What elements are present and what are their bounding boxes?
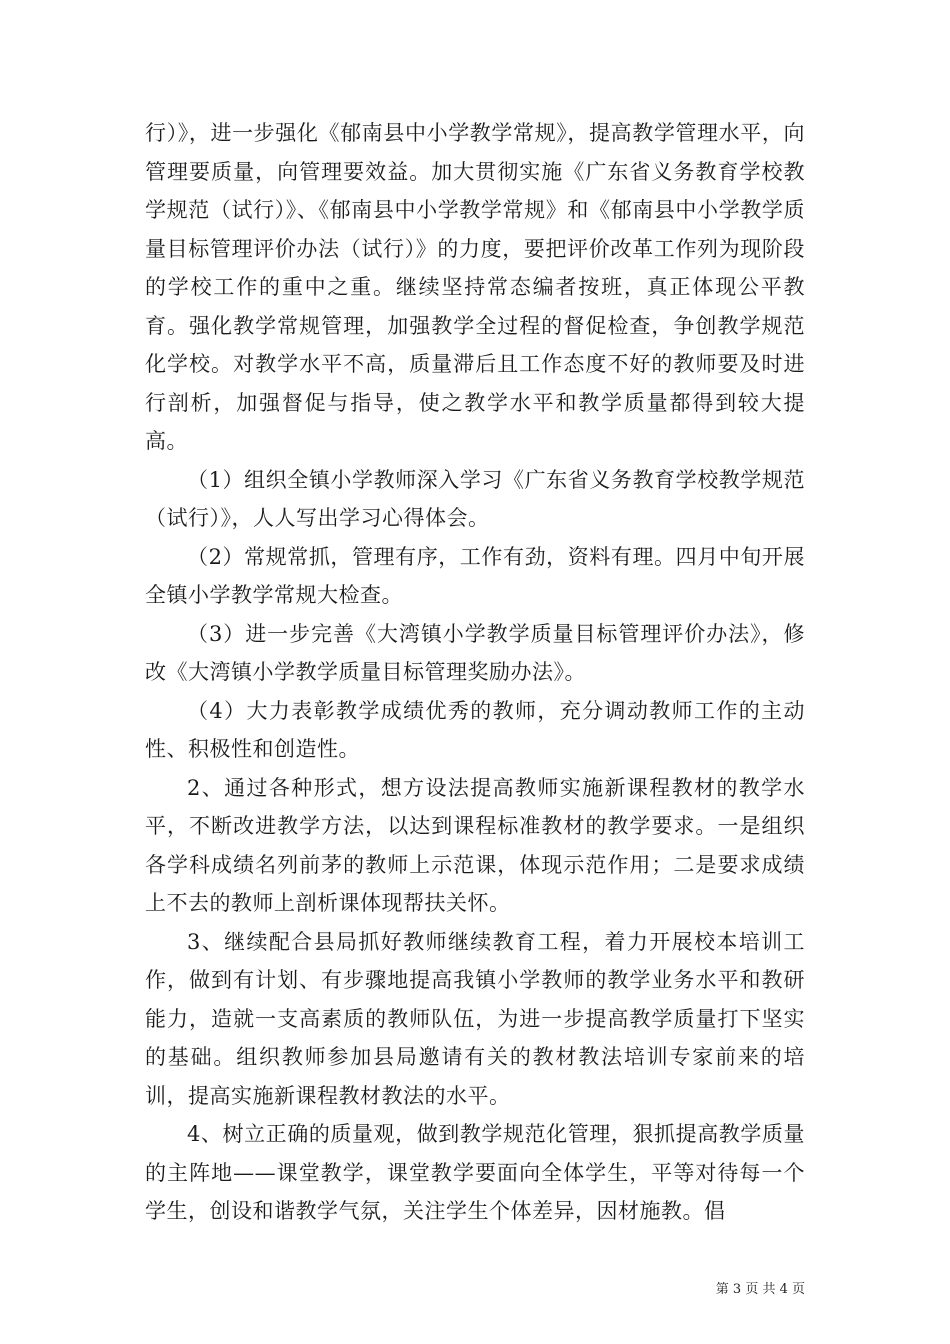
- paragraph-item-2: （2）常规常抓，管理有序，工作有劲，资料有理。四月中旬开展全镇小学教学常规大检查。: [145, 544, 805, 607]
- paragraph-item-1: （1）组织全镇小学教师深入学习《广东省义务教育学校教学规范（试行）》，人人写出学习心得体会。: [145, 467, 805, 530]
- paragraph-section-4: 4、树立正确的质量观，做到教学规范化管理，狠抓提高教学质量的主阵地——课堂教学，课堂教学要面向全体学生，平等对待每一个学生，创设和谐教学气氛，关注学生个体差异，因材施教。倡: [145, 1122, 805, 1223]
- paragraph-item-3: （3）进一步完善《大湾镇小学教学质量目标管理评价办法》，修改《大湾镇小学教学质量目标管理奖励办法》。: [145, 621, 805, 684]
- document-body: [145, 114, 805, 1231]
- page-number-footer: 第 3 页 共 4 页: [715, 1282, 805, 1297]
- paragraph-section-3: 3、继续配合县局抓好教师继续教育工程，着力开展校本培训工作，做到有计划、有步骤地提高我镇小学教师的教学业务水平和教研能力，造就一支高素质的教师队伍，为进一步提高教学质量打下坚实的基础。组织教师参加县局邀请有关的教材教法培训专家前来的培训，提高实施新课程教材教法的水平。: [145, 929, 805, 1108]
- paragraph-section-2: 2、通过各种形式，想方设法提高教师实施新课程教材的教学水平，不断改进教学方法，以达到课程标准教材的教学要求。一是组织各学科成绩名列前茅的教师上示范课，体现示范作用；二是要求成绩上不去的教师上剖析课体现帮扶关怀。: [145, 775, 805, 915]
- paragraph-item-4: （4）大力表彰教学成绩优秀的教师，充分调动教师工作的主动性、积极性和创造性。: [145, 698, 805, 761]
- paragraph-continuation: 行）》，进一步强化《郁南县中小学教学常规》，提高教学管理水平，向管理要质量，向管理要效益。加大贯彻实施《广东省义务教育学校教学规范（试行）》、《郁南县中小学教学常规》和《郁南县中小学教学质量目标管理评价办法（试行）》的力度，要把评价改革工作列为现阶段的学校工作的重中之重。继续坚持常态编者按班，真正体现公平教育。强化教学常规管理，加强教学全过程的督促检查，争创教学规范化学校。对教学水平不高，质量滞后且工作态度不好的教师要及时进行剖析，加强督促与指导，使之教学水平和教学质量都得到较大提高。: [145, 121, 805, 453]
